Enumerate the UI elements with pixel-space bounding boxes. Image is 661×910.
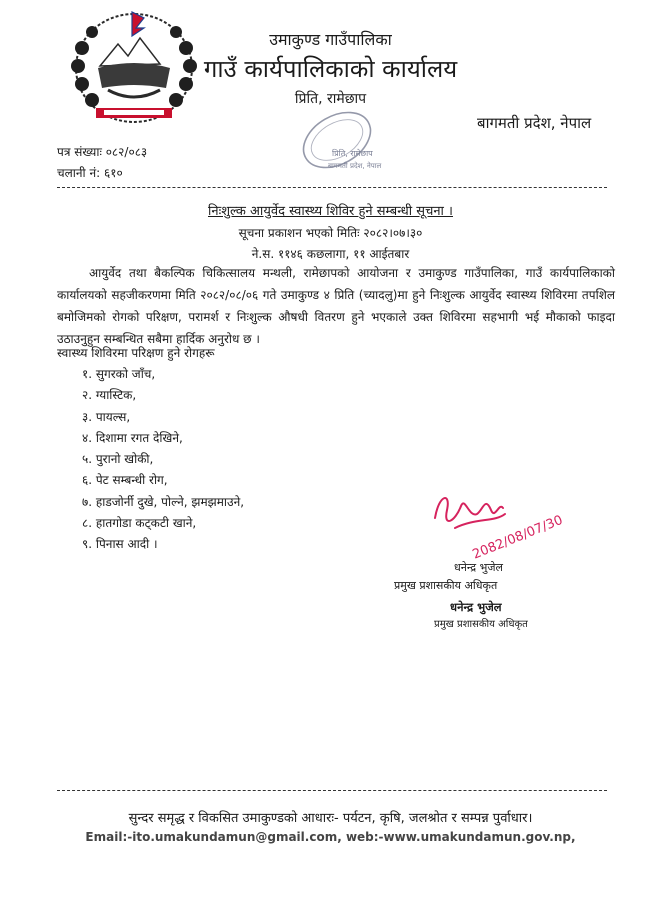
stamp-line-2: बागमती प्रदेश, नेपाल: [328, 162, 382, 170]
office-location: प्रिति, रामेछाप: [294, 91, 367, 107]
list-item: ५. पुरानो खोकी,: [82, 452, 154, 467]
notice-body: [57, 262, 615, 350]
disease-list: [82, 364, 244, 556]
list-item: ४. दिशामा रगत देखिने,: [82, 430, 183, 445]
list-item: ८. हातगोडा कट्कटी खाने,: [82, 516, 197, 531]
list-item: ३. पायल्स,: [82, 409, 131, 424]
municipality-name: उमाकुण्ड गाउँपालिका: [269, 30, 392, 49]
letter-number: पत्र संख्याः ०८२/०८३: [57, 145, 148, 159]
province-name: बागमती प्रदेश, नेपाल: [477, 114, 592, 132]
header-divider: [57, 187, 607, 188]
nepal-sambat-date: ने.स. ११४६ कछलागा, ११ आईतबार: [251, 247, 410, 261]
signature: [425, 488, 565, 563]
footer-contact: Email:-ito.umakundamun@gmail.com, web:-www.umakundamun.gov.np,: [85, 830, 576, 844]
notice-subject: निःशुल्क आयुर्वेद स्वास्थ्य शिविर हुने सम्बन्धी सूचना ।: [208, 204, 453, 219]
signature-date: 2082/08/07/30: [470, 512, 565, 563]
footer-divider: [57, 790, 607, 791]
list-item: २. ग्यास्टिक,: [82, 388, 137, 403]
list-item: ९. पिनास आदी ।: [82, 537, 158, 552]
list-item: १. सुगरको जाँच,: [82, 367, 156, 381]
office-name: गाउँ कार्यपालिकाको कार्यालय: [203, 55, 458, 83]
list-item: ६. पेट सम्बन्धी रोग,: [82, 473, 168, 488]
dispatch-number: चलानी नं: ६१०: [57, 166, 123, 180]
footer-motto: सुन्दर समृद्ध र विकसित उमाकुण्डको आधारः- पर्यटन, कृषि, जलश्रोत र सम्पन्न पुर्वाधार।: [128, 811, 533, 826]
notice-paragraph: आयुर्वेद तथा बैकल्पिक चिकित्सालय मन्थली, रामेछापको आयोजना र उमाकुण्ड गाउँपालिका, गाउँ कार्यपालिकाको कार्यालयको सहजीकरणमा मिति २०८२/०८/०६ गते उमाकुण्ड ४ प्रिति (च्यादलु)मा हुने निःशुल्क आयुर्वेद स्वास्थ्य शिविरमा तपशिल बमोजिमको रोगको परिक्षण, परामर्श र निःशुल्क औषधी वितरण हुने भएकाले उक्त शिविरमा सहभागी भई मौकाको फाइदा उठाउनुहुन सम्बन्धित सबैमा हार्दिक अनुरोध छ ।: [57, 266, 615, 346]
publish-date: सूचना प्रकाशन भएको मितिः २०८२।०७।३०: [238, 226, 423, 240]
name-stamp: धनेन्द्र भुजेल: [450, 600, 502, 614]
office-stamp: [282, 100, 392, 180]
title-stamp: प्रमुख प्रशासकीय अधिकृत: [434, 619, 528, 630]
signatory-name: धनेन्द्र भुजेल: [454, 561, 503, 574]
signatory-title: प्रमुख प्रशासकीय अधिकृत: [394, 579, 498, 592]
list-item: ७. हाडजोर्नी दुखे, पोल्ने, झमझमाउने,: [82, 494, 245, 509]
disease-list-heading: स्वास्थ्य शिविरमा परिक्षण हुने रोगहरू: [57, 346, 215, 360]
stamp-line-1: प्रिति, रामेछाप: [332, 149, 373, 158]
